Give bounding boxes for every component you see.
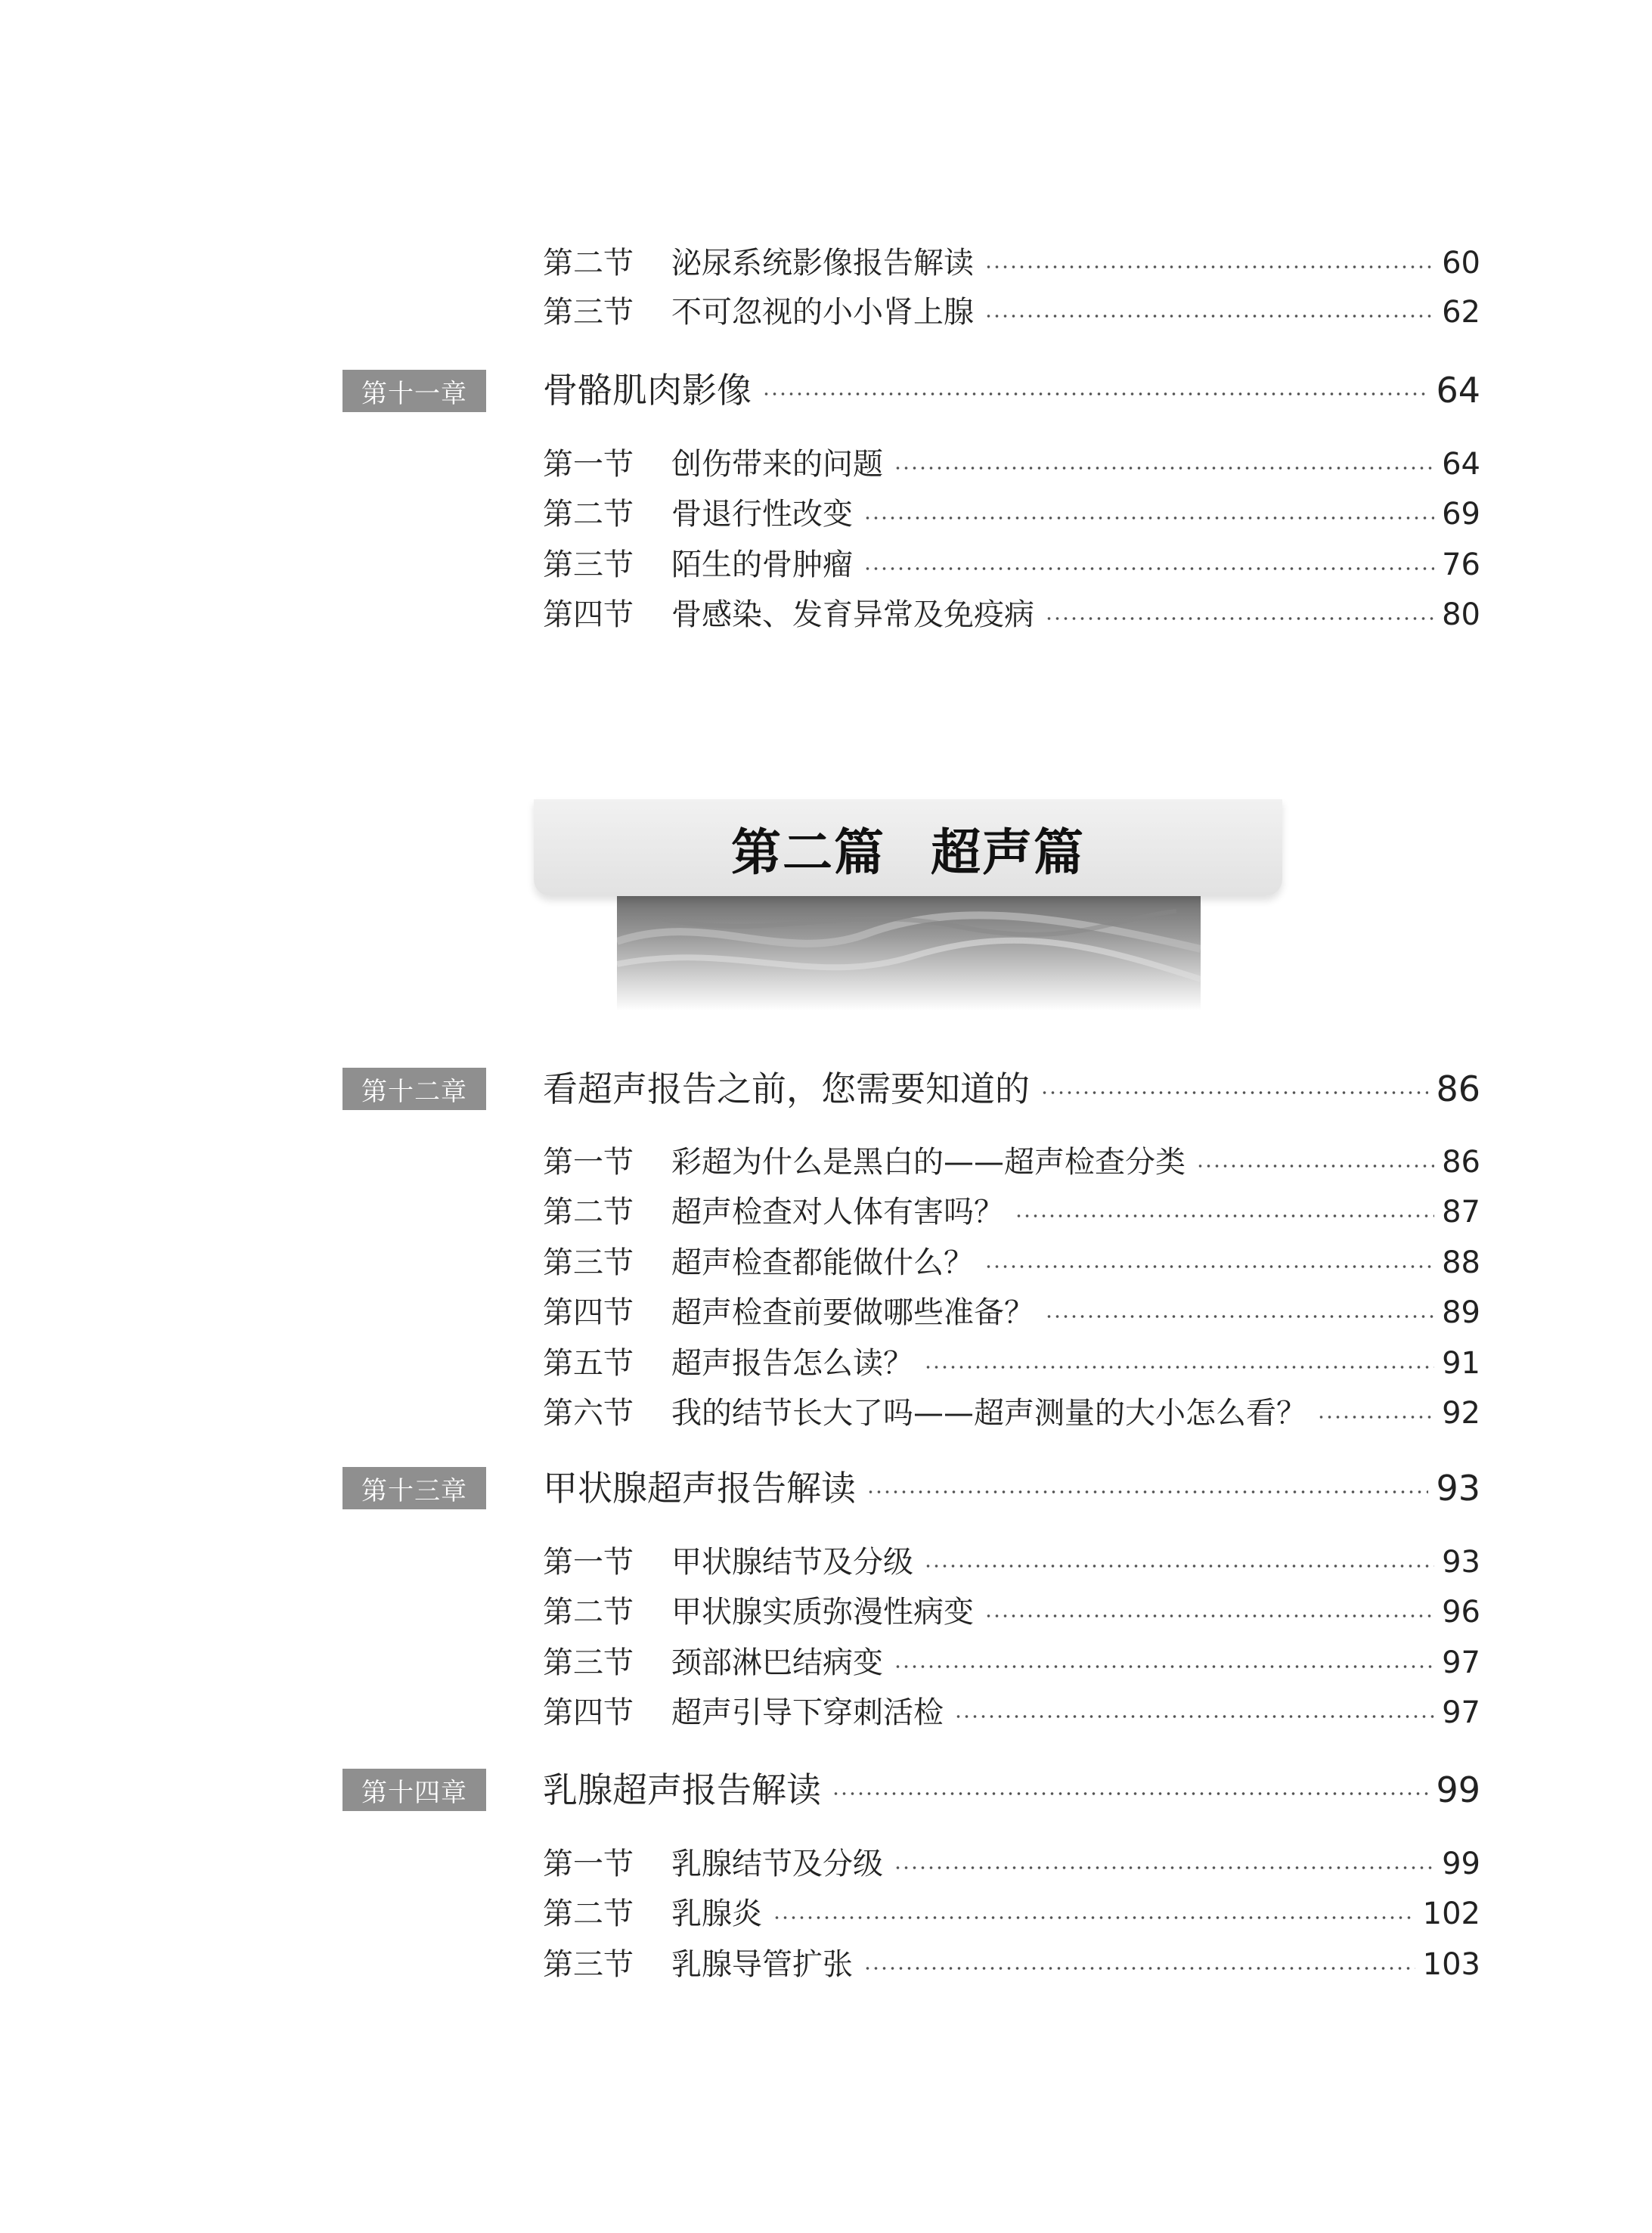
section-title: 彩超为什么是黑白的——超声检查分类	[671, 1145, 1186, 1180]
dot-leader	[984, 1265, 1434, 1268]
section-number: 第三节	[543, 295, 634, 330]
page-number: 86	[1442, 1145, 1480, 1180]
section-title: 不可忽视的小小肾上腺	[671, 295, 974, 330]
section-number: 第六节	[543, 1396, 634, 1431]
section-title: 甲状腺结节及分级	[671, 1545, 913, 1580]
toc-entry[interactable]	[543, 1640, 1480, 1686]
dot-leader	[894, 1866, 1434, 1869]
dot-leader	[863, 567, 1434, 570]
section-number: 第二节	[543, 246, 634, 281]
chapter-title: 甲状腺超声报告解读	[543, 1468, 856, 1509]
chapter-entry[interactable]	[543, 368, 1480, 413]
page-number: 88	[1442, 1245, 1480, 1280]
page-number: 103	[1422, 1947, 1480, 1982]
dot-leader	[894, 467, 1434, 470]
chapter-label: 第十二章	[342, 1068, 486, 1110]
dot-leader	[1196, 1165, 1434, 1168]
page-number: 96	[1442, 1595, 1480, 1630]
section-title: 陌生的骨肿瘤	[671, 547, 853, 582]
section-title: 泌尿系统影像报告解读	[671, 246, 974, 281]
section-title: 创伤带来的问题	[671, 447, 883, 482]
toc-entry[interactable]	[543, 1690, 1480, 1735]
page-number: 102	[1422, 1896, 1480, 1931]
chapter-title: 骨骼肌肉影像	[543, 370, 752, 411]
chapter-label: 第十三章	[342, 1467, 486, 1509]
toc-entry[interactable]	[543, 290, 1480, 335]
toc-entry[interactable]	[543, 1240, 1480, 1286]
ultrasound-banner-image	[617, 896, 1201, 1011]
section-number: 第一节	[543, 1545, 634, 1580]
page-number: 93	[1442, 1545, 1480, 1580]
section-title: 乳腺结节及分级	[671, 1847, 883, 1881]
page-number: 99	[1442, 1847, 1480, 1881]
section-number: 第三节	[543, 1947, 634, 1982]
section-title: 骨退行性改变	[671, 497, 853, 532]
section-number: 第一节	[543, 447, 634, 482]
toc-entry[interactable]	[543, 1841, 1480, 1887]
section-title: 甲状腺实质弥漫性病变	[671, 1595, 974, 1630]
section-title: 超声检查都能做什么？	[671, 1245, 974, 1280]
toc-entry[interactable]	[543, 1140, 1480, 1185]
dot-leader	[863, 516, 1434, 519]
section-title: 超声报告怎么读？	[671, 1346, 913, 1381]
section-title: 颈部淋巴结病变	[671, 1645, 883, 1680]
section-number: 第一节	[543, 1145, 634, 1180]
page-number: 69	[1442, 497, 1480, 532]
section-number: 第二节	[543, 1595, 634, 1630]
section-number: 第四节	[543, 597, 634, 632]
dot-leader	[924, 1366, 1434, 1369]
dot-leader	[832, 1792, 1428, 1795]
toc-entry[interactable]	[543, 1341, 1480, 1386]
section-number: 第二节	[543, 497, 634, 532]
part-banner	[534, 799, 1282, 920]
section-title: 乳腺导管扩张	[671, 1947, 853, 1982]
dot-leader	[954, 1715, 1434, 1718]
chapter-label: 第十一章	[342, 370, 486, 412]
toc-entry[interactable]	[543, 442, 1480, 487]
page-number: 86	[1436, 1068, 1480, 1109]
page-number: 97	[1442, 1695, 1480, 1730]
toc-entry[interactable]	[543, 1391, 1480, 1436]
dot-leader	[773, 1916, 1415, 1919]
part-number: 第二篇	[731, 823, 885, 882]
dot-leader	[762, 392, 1428, 395]
section-number: 第四节	[543, 1295, 634, 1330]
page-number: 64	[1442, 447, 1480, 482]
dot-leader	[863, 1967, 1415, 1970]
chapter-title: 乳腺超声报告解读	[543, 1769, 821, 1810]
section-number: 第四节	[543, 1695, 634, 1730]
dot-leader	[924, 1565, 1434, 1568]
section-title: 我的结节长大了吗——超声测量的大小怎么看？	[671, 1396, 1306, 1431]
dot-leader	[984, 1614, 1434, 1617]
page-number: 60	[1442, 246, 1480, 281]
chapter-label: 第十四章	[342, 1769, 486, 1811]
dot-leader	[1045, 617, 1434, 620]
dot-leader	[1040, 1091, 1428, 1094]
toc-entry[interactable]	[543, 1540, 1480, 1585]
section-number: 第二节	[543, 1195, 634, 1230]
section-title: 超声检查对人体有害吗？	[671, 1195, 1004, 1230]
section-number: 第三节	[543, 547, 634, 582]
toc-entry[interactable]	[543, 1589, 1480, 1635]
dot-leader	[1317, 1416, 1434, 1419]
toc-entry[interactable]	[543, 542, 1480, 588]
page-number: 80	[1442, 597, 1480, 632]
toc-entry[interactable]	[543, 1891, 1480, 1937]
section-number: 第一节	[543, 1847, 634, 1881]
page-number: 89	[1442, 1295, 1480, 1330]
section-title: 乳腺炎	[671, 1896, 762, 1931]
page-number: 99	[1436, 1769, 1480, 1810]
page-number: 92	[1442, 1396, 1480, 1431]
dot-leader	[1045, 1315, 1434, 1318]
dot-leader	[984, 265, 1434, 268]
section-title: 超声检查前要做哪些准备？	[671, 1295, 1034, 1330]
toc-entry[interactable]	[543, 1189, 1480, 1235]
page-number: 93	[1436, 1468, 1480, 1509]
page-number: 87	[1442, 1195, 1480, 1230]
toc-entry[interactable]	[543, 240, 1480, 286]
dot-leader	[984, 315, 1434, 318]
dot-leader	[1015, 1214, 1434, 1217]
chapter-entry[interactable]	[543, 1066, 1480, 1112]
toc-entry[interactable]	[543, 1942, 1480, 1987]
part-title	[534, 799, 1282, 896]
page-number: 62	[1442, 295, 1480, 330]
chapter-entry[interactable]	[543, 1465, 1480, 1511]
toc-entry[interactable]	[543, 1290, 1480, 1335]
toc-entry[interactable]	[543, 592, 1480, 637]
section-title: 超声引导下穿刺活检	[671, 1695, 944, 1730]
section-number: 第五节	[543, 1346, 634, 1381]
page-number: 64	[1436, 370, 1480, 411]
toc-entry[interactable]	[543, 492, 1480, 537]
section-number: 第二节	[543, 1896, 634, 1931]
section-title: 骨感染、发育异常及免疫病	[671, 597, 1034, 632]
page-number: 97	[1442, 1645, 1480, 1680]
chapter-entry[interactable]	[543, 1767, 1480, 1813]
chapter-title: 看超声报告之前，您需要知道的	[543, 1068, 1030, 1109]
section-number: 第三节	[543, 1245, 634, 1280]
dot-leader	[866, 1490, 1428, 1493]
page-number: 76	[1442, 547, 1480, 582]
page-number: 91	[1442, 1346, 1480, 1381]
section-number: 第三节	[543, 1645, 634, 1680]
part-name: 超声篇	[931, 823, 1085, 882]
dot-leader	[894, 1665, 1434, 1668]
